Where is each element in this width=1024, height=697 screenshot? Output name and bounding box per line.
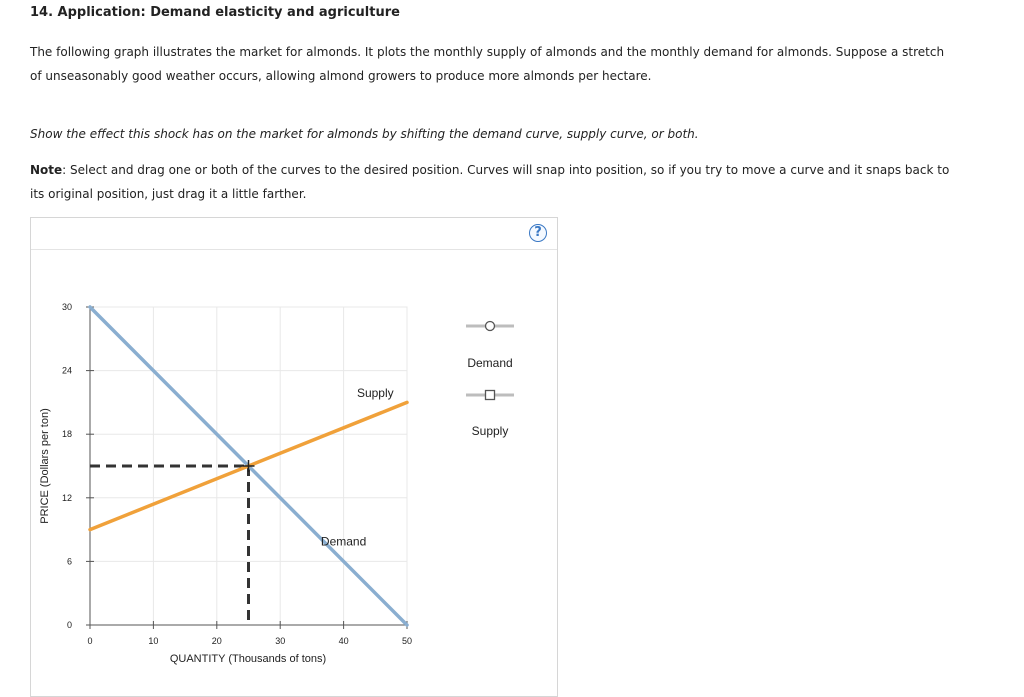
axis-labels — [39, 408, 326, 665]
curves — [90, 307, 407, 625]
legend — [466, 322, 514, 439]
x-tick-label: 50 — [401, 636, 413, 646]
y-tick-label: 30 — [61, 302, 72, 312]
question-description: The following graph illustrates the market for almonds. It plots the monthly supply of almonds and the monthly demand for almonds. Suppose a stretch of unseasonably good weather occurs, allowing almond growers to produce more almonds per hectare. — [30, 45, 945, 83]
question-title: 14. Application: Demand elasticity and agriculture — [30, 5, 400, 20]
note-body: : Select and drag one or both of the curves to the desired position. Curves will snap into position, so if you try to move a curve and it snaps back to its original position, just drag it a little farther. — [30, 163, 950, 201]
instruction-text: Show the effect this shock has on the market for almonds by shifting the demand curve, supply curve, or both. — [30, 127, 699, 141]
legend-supply-label: Supply — [471, 424, 509, 438]
demand-tool-circle-icon[interactable] — [486, 322, 495, 331]
x-tick-label: 40 — [338, 636, 349, 646]
y-tick-label: 18 — [61, 429, 72, 440]
supply-tool-square-icon[interactable] — [486, 391, 495, 400]
note-label: Note — [30, 163, 63, 177]
y-tick-label: 0 — [66, 620, 72, 630]
help-icon[interactable]: ? — [529, 224, 547, 242]
x-tick-label: 30 — [275, 636, 286, 646]
y-axis-label: PRICE (Dollars per ton) — [39, 408, 51, 524]
axes — [62, 302, 412, 646]
x-tick-label: 20 — [211, 636, 222, 646]
x-axis-label: QUANTITY (Thousands of tons) — [169, 653, 327, 665]
legend-demand-label: Demand — [467, 356, 513, 370]
x-tick-label: 10 — [148, 636, 159, 646]
demand-curve-label: Demand — [320, 534, 367, 549]
supply-curve-label: Supply — [356, 386, 394, 401]
x-tick-label: 0 — [87, 636, 93, 646]
y-tick-label: 24 — [61, 365, 72, 376]
y-tick-label: 12 — [61, 492, 72, 503]
y-tick-label: 6 — [66, 556, 72, 567]
